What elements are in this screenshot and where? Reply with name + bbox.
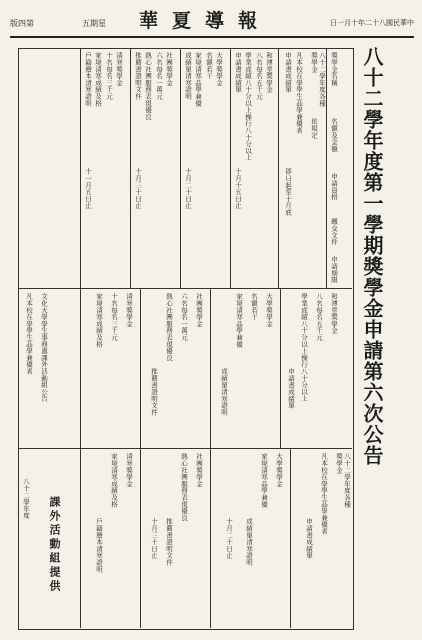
row3-name: 大學獎學金 [215,52,223,86]
issue-label: 五期星 [82,19,106,28]
row2-deadline: 十月十五日止 [234,168,242,209]
mid-row3-quota: 六名每名一萬元 [180,293,188,341]
mid-row4-quota: 十名每名三千元 [110,293,118,341]
row4-name: 社團獎學金 [165,52,173,86]
low-row4-qual: 家境清寒成績及格 [110,453,118,508]
row4-deadline: 十月三十日止 [134,168,142,209]
low-row3-docs: 推薦書證明文件 [165,518,173,566]
row4-quota: 六名每名一萬元 [155,52,163,100]
row5-name: 清寒獎學金 [115,52,123,86]
row2-quota: 八名每名五千元 [255,52,263,100]
page-label: 版四第 [10,19,34,28]
row2-name: 和溥堂獎學金 [265,52,273,93]
row1-quota: 依規定 [310,118,318,139]
row5-quota: 十名每名三千元 [105,52,113,100]
mid-row2-docs: 成績單清寒證明 [220,368,228,416]
sidebar-credit: 課外活動組提供 [48,496,61,594]
low-row4-name: 清寒獎學金 [125,453,133,487]
mid-row2-name: 大學獎學金 [265,293,273,327]
low-row1-name: 八十二學年度各種獎學金 [335,453,351,508]
mid-row1-qual: 學業成績八十分以上操行八十分以上 [300,293,308,402]
footer-label: 八十二學年度 [22,478,30,519]
mid-row2-quota: 名額若干 [250,293,258,321]
header-quota: 名額及金額 [330,118,338,152]
mid-row3-qual: 熱心社團服務表現優良 [165,293,173,361]
header-qualification: 申請資格 [330,173,338,201]
row4-docs: 推薦書證明文件 [134,52,142,100]
mid-note-2: 凡本校在學學生品學兼優者 [25,293,33,375]
low-row3-name: 社團獎學金 [195,453,203,487]
mid-note: 文化大學學生事務處課外活動組公告 [40,293,48,402]
row1-deadline: 即日起至十月底 [284,168,292,216]
mid-row4-qual: 家境清寒成績及格 [95,293,103,348]
mid-row3-name: 社團獎學金 [195,293,203,327]
masthead-title: 華夏導報 [138,10,271,32]
masthead-bar [10,8,414,38]
announcement-title: 八十二學年度第一學期獎學金申請第六次公告 [360,46,384,466]
low-row3-deadline: 十月三十日止 [150,518,158,559]
low-row4-docs: 戶籍謄本清寒證明 [95,518,103,573]
newspaper-page [10,8,414,632]
row5-docs: 戶籍謄本清寒證明 [84,52,92,107]
row4-qual: 熱心社團服務表現優良 [144,52,152,120]
low-row1-docs: 申請書成績單 [305,518,313,559]
header-documents: 繳交文件 [330,218,338,246]
row2-qual: 學業成績八十分以上操行八十分以上 [244,52,252,161]
row5-qual: 家境清寒成績及格 [94,52,102,107]
low-row3-qual: 熱心社團服務表現優良 [180,453,188,521]
row1-name: 八十二學年度各種獎學金 [310,52,326,107]
mid-row4-name: 清寒獎學金 [125,293,133,327]
row5-deadline: 十一月五日止 [84,168,92,209]
row3-qual: 家境清寒品學兼優 [194,52,202,107]
mid-row3-docs: 推薦書證明文件 [150,368,158,416]
row3-quota: 名額若干 [205,52,213,80]
low-row2-deadline: 十月二十日止 [225,518,233,559]
header-deadline: 申請期限 [330,256,338,284]
mid-row1-quota: 八名每名五千元 [315,293,323,341]
header-name: 獎學金名稱 [330,52,338,86]
row1-qual: 凡本校在學學生品學兼優者 [295,52,303,134]
low-row2-name: 大學獎學金 [275,453,283,487]
low-row1-qual: 凡本校在學學生品學兼優者 [320,453,328,535]
row3-deadline: 十月二十日止 [184,168,192,209]
row2-docs: 申請書成績單 [234,52,242,93]
low-row2-qual: 家境清寒品學兼優 [260,453,268,508]
row1-docs: 申請書成績單 [284,52,292,93]
mid-row1-name: 和溥堂獎學金 [330,293,338,334]
mid-row1-docs: 申請書成績單 [287,368,295,409]
dateline: 日一月十年二十八國民華中 [330,19,414,27]
row3-docs: 成績單清寒證明 [184,52,192,100]
mid-row2-qual: 家境清寒品學兼優 [235,293,243,348]
low-row2-docs: 成績單清寒證明 [245,518,253,566]
